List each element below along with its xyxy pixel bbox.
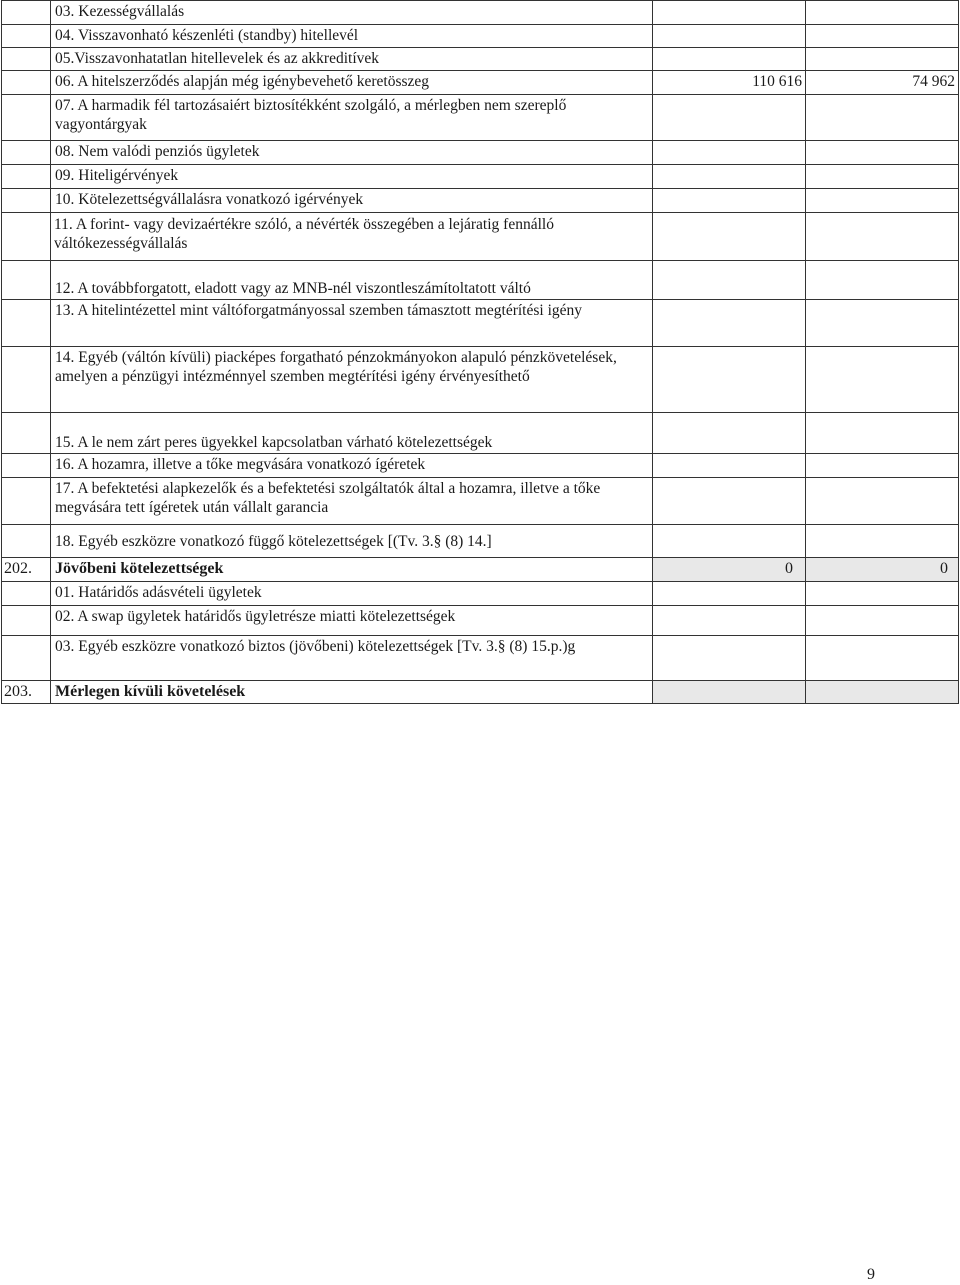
row-label: 07. A harmadik fél tartozásaiért biztosítékként szolgáló, a mérlegben nem szereplő vagyontárgyak	[51, 95, 653, 141]
row-value-current	[653, 636, 806, 681]
row-code	[2, 71, 51, 95]
row-value-previous	[806, 347, 959, 413]
row-label: 13. A hitelintézettel mint váltóforgatmányossal szemben támasztott megtérítési igény	[51, 300, 653, 347]
table-row	[2, 478, 959, 525]
row-code	[2, 413, 51, 454]
table-row	[2, 189, 959, 213]
row-value-current	[653, 261, 806, 300]
section-value-previous	[806, 681, 959, 704]
row-code	[2, 606, 51, 636]
row-value-current	[653, 189, 806, 213]
row-label: 10. Kötelezettségvállalásra vonatkozó igérvények	[51, 189, 653, 213]
row-value-previous	[806, 165, 959, 189]
row-value-current	[653, 213, 806, 261]
row-value-previous	[806, 300, 959, 347]
table-row	[2, 213, 959, 261]
section-value-current: 0	[653, 558, 806, 582]
table-row	[2, 71, 959, 95]
row-value-previous: 74 962	[806, 71, 959, 95]
row-value-current	[653, 606, 806, 636]
row-value-previous	[806, 478, 959, 525]
row-value-previous	[806, 454, 959, 478]
row-value-current	[653, 95, 806, 141]
row-value-current	[653, 141, 806, 165]
table-row-section	[2, 681, 959, 704]
row-value-previous	[806, 213, 959, 261]
row-value-current	[653, 478, 806, 525]
table-row	[2, 300, 959, 347]
row-value-previous	[806, 413, 959, 454]
row-code	[2, 213, 51, 261]
row-code	[2, 1, 51, 25]
table-row	[2, 25, 959, 48]
section-title: Mérlegen kívüli követelések	[51, 681, 653, 704]
row-value-previous	[806, 582, 959, 606]
row-code	[2, 300, 51, 347]
row-value-current	[653, 300, 806, 347]
row-value-current	[653, 454, 806, 478]
row-value-current	[653, 347, 806, 413]
table-row-section	[2, 558, 959, 582]
table-row	[2, 165, 959, 189]
row-label: 12. A továbbforgatott, eladott vagy az MNB-nél viszontleszámítoltatott váltó	[51, 261, 653, 300]
row-value-current	[653, 165, 806, 189]
row-label: 15. A le nem zárt peres ügyekkel kapcsolatban várható kötelezettségek	[51, 413, 653, 454]
row-value-current: 110 616	[653, 71, 806, 95]
section-value-current	[653, 681, 806, 704]
row-value-current	[653, 48, 806, 71]
row-code	[2, 478, 51, 525]
row-code	[2, 48, 51, 71]
row-code	[2, 636, 51, 681]
row-value-current	[653, 413, 806, 454]
row-code	[2, 95, 51, 141]
row-value-previous	[806, 25, 959, 48]
row-code	[2, 25, 51, 48]
row-value-current	[653, 582, 806, 606]
table-row	[2, 347, 959, 413]
table-row	[2, 525, 959, 558]
row-value-previous	[806, 525, 959, 558]
row-label: 14. Egyéb (váltón kívüli) piacképes forgatható pénzokmányokon alapuló pénzkövetelések, amelyen a pénzügyi intézménnyel szemben megtérítési igény érvényesíthető	[51, 347, 653, 413]
row-label: 18. Egyéb eszközre vonatkozó függő kötelezettségek [(Tv. 3.§ (8) 14.]	[51, 525, 653, 558]
row-value-previous	[806, 636, 959, 681]
row-code	[2, 261, 51, 300]
row-value-previous	[806, 261, 959, 300]
table-row	[2, 582, 959, 606]
row-value-previous	[806, 1, 959, 25]
table-row	[2, 141, 959, 165]
row-value-previous	[806, 606, 959, 636]
row-label: 06. A hitelszerződés alapján még igénybevehető keretösszeg	[51, 71, 653, 95]
row-label: 11. A forint- vagy devizaértékre szóló, a névérték összegében a lejáratig fennálló váltókezességvállalás	[51, 213, 653, 261]
table-row	[2, 454, 959, 478]
table-row	[2, 48, 959, 71]
table-row	[2, 413, 959, 454]
row-code	[2, 141, 51, 165]
section-code: 203.	[2, 681, 51, 704]
off-balance-sheet-table	[1, 0, 959, 704]
table-row	[2, 606, 959, 636]
table-row	[2, 261, 959, 300]
row-code	[2, 165, 51, 189]
row-value-current	[653, 1, 806, 25]
row-label: 08. Nem valódi penziós ügyletek	[51, 141, 653, 165]
row-code	[2, 454, 51, 478]
table-row	[2, 95, 959, 141]
row-code	[2, 525, 51, 558]
row-label: 04. Visszavonható készenléti (standby) hitellevél	[51, 25, 653, 48]
page-number: 9	[867, 1266, 875, 1283]
row-label: 03. Kezességvállalás	[51, 1, 653, 25]
row-label: 01. Határidős adásvételi ügyletek	[51, 582, 653, 606]
row-label: 16. A hozamra, illetve a tőke megvására vonatkozó ígéretek	[51, 454, 653, 478]
row-label: 09. Hiteligérvények	[51, 165, 653, 189]
section-code: 202.	[2, 558, 51, 582]
row-value-previous	[806, 141, 959, 165]
row-label: 03. Egyéb eszközre vonatkozó biztos (jövőbeni) kötelezettségek [Tv. 3.§ (8) 15.p.)g	[51, 636, 653, 681]
row-value-previous	[806, 95, 959, 141]
row-code	[2, 582, 51, 606]
section-title: Jövőbeni kötelezettségek	[51, 558, 653, 582]
row-code	[2, 189, 51, 213]
row-value-current	[653, 25, 806, 48]
section-value-previous: 0	[806, 558, 959, 582]
table-row	[2, 1, 959, 25]
row-value-previous	[806, 189, 959, 213]
row-label: 17. A befektetési alapkezelők és a befektetési szolgáltatók által a hozamra, illetve a tőke megvására tett ígéretek után vállalt garancia	[51, 478, 653, 525]
row-code	[2, 347, 51, 413]
row-value-current	[653, 525, 806, 558]
row-label: 02. A swap ügyletek határidős ügyletrésze miatti kötelezettségek	[51, 606, 653, 636]
row-value-previous	[806, 48, 959, 71]
row-label: 05.Visszavonhatatlan hitellevelek és az akkreditívek	[51, 48, 653, 71]
table-row	[2, 636, 959, 681]
